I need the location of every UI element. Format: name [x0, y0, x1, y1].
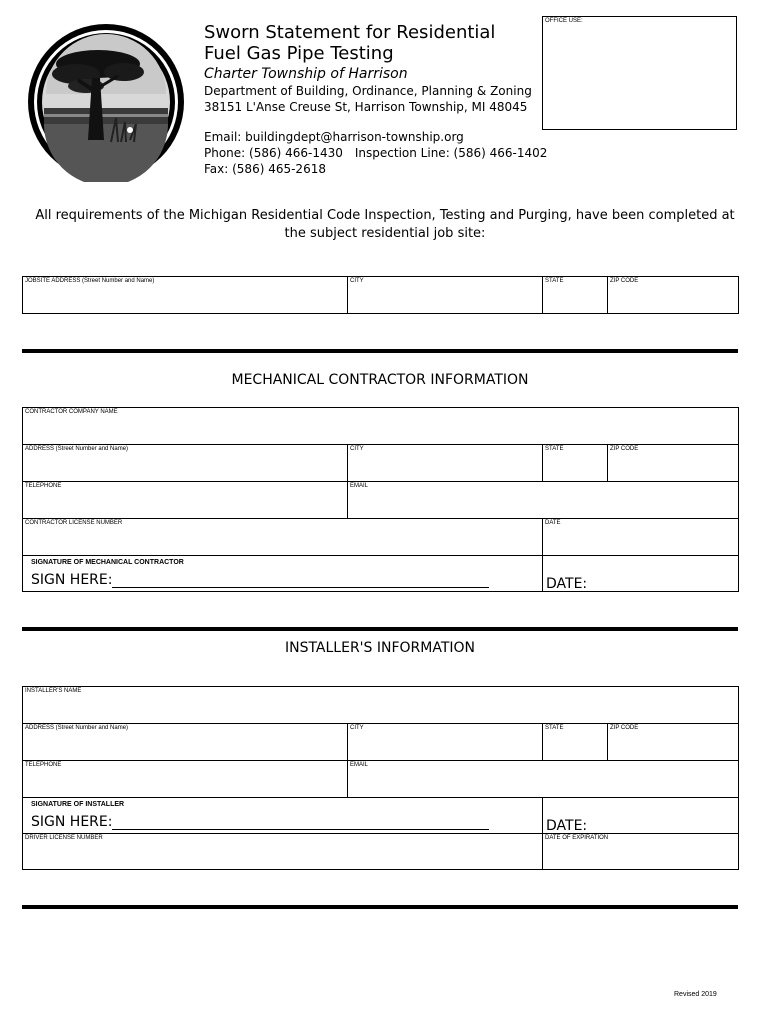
contractor-signature-field[interactable] — [23, 556, 543, 592]
contractor-signature-label: SIGNATURE OF MECHANICAL CONTRACTOR — [31, 559, 184, 566]
contractor-sign-here — [31, 572, 489, 588]
contractor-state-label: STATE — [545, 446, 564, 452]
contractor-telephone-field[interactable] — [23, 482, 348, 519]
township-seal-logo — [26, 22, 186, 182]
form-title — [204, 22, 495, 64]
contractor-zip-field[interactable] — [608, 445, 739, 482]
installer-sign-date-field[interactable] — [543, 798, 739, 834]
installer-email-field[interactable] — [348, 761, 739, 798]
contact-inspection-line: Inspection Line: (586) 466-1402 — [354, 146, 548, 160]
contact-fax: Fax: (586) 465-2618 — [204, 162, 326, 176]
contractor-telephone-label: TELEPHONE — [25, 483, 62, 489]
installer-signature-label: SIGNATURE OF INSTALLER — [31, 801, 125, 808]
installer-state-label: STATE — [545, 725, 564, 731]
contractor-state-field[interactable] — [543, 445, 608, 482]
contact-email: Email: buildingdept@harrison-township.org — [204, 130, 464, 144]
department-block — [204, 83, 532, 115]
contractor-date-label: DATE — [545, 520, 561, 526]
divider-rule — [22, 905, 738, 909]
installer-sign-here — [31, 814, 489, 830]
department-name: Department of Building, Ordinance, Planning & Zoning — [204, 84, 532, 98]
contractor-address-field[interactable] — [23, 445, 348, 482]
divider-rule — [22, 627, 738, 631]
installer-zip-field[interactable] — [608, 724, 739, 761]
contractor-zip-label: ZIP CODE — [610, 446, 639, 452]
contractor-email-label: EMAIL — [350, 483, 369, 489]
jobsite-city-label: CITY — [350, 278, 364, 284]
contact-phone: Phone: (586) 466-1430 — [204, 146, 343, 160]
installer-address-field[interactable] — [23, 724, 348, 761]
installer-telephone-field[interactable] — [23, 761, 348, 798]
mechanical-contractor-table — [22, 407, 739, 592]
contact-block — [204, 129, 547, 177]
divider-rule — [22, 349, 738, 353]
contractor-address-label: ADDRESS (Street Number and Name) — [25, 446, 129, 452]
jobsite-zip-field[interactable] — [608, 277, 739, 314]
jobsite-table — [22, 276, 739, 314]
installer-email-label: EMAIL — [350, 762, 369, 768]
installer-name-label: INSTALLER'S NAME — [25, 688, 82, 694]
installer-city-label: CITY — [350, 725, 364, 731]
jobsite-address-label: JOBSITE ADDRESS (Street Number and Name) — [25, 278, 155, 284]
installer-name-field[interactable] — [23, 687, 739, 724]
contractor-signature-line[interactable] — [112, 574, 489, 588]
installer-zip-label: ZIP CODE — [610, 725, 639, 731]
jobsite-zip-label: ZIP CODE — [610, 278, 639, 284]
jobsite-address-field[interactable] — [23, 277, 348, 314]
installer-signature-field[interactable] — [23, 798, 543, 834]
installer-expiration-label: DATE OF EXPIRATION — [545, 835, 609, 841]
contractor-sign-date-label: DATE: — [546, 576, 588, 592]
installer-signature-line[interactable] — [112, 816, 489, 830]
revised-note: Revised 2019 — [674, 991, 717, 998]
contractor-company-label: CONTRACTOR COMPANY NAME — [25, 409, 118, 415]
jobsite-city-field[interactable] — [348, 277, 543, 314]
office-use-box — [542, 16, 737, 130]
contractor-date-field[interactable] — [543, 519, 739, 556]
contractor-city-field[interactable] — [348, 445, 543, 482]
contractor-email-field[interactable] — [348, 482, 739, 519]
contractor-company-field[interactable] — [23, 408, 739, 445]
installer-city-field[interactable] — [348, 724, 543, 761]
contractor-license-field[interactable] — [23, 519, 543, 556]
installer-table — [22, 686, 739, 870]
office-use-label: OFFICE USE: — [545, 18, 583, 24]
contact-phone-line — [204, 145, 547, 161]
jobsite-state-field[interactable] — [543, 277, 608, 314]
installer-sign-here-label: SIGN HERE: — [31, 814, 113, 830]
mechanical-section-title: MECHANICAL CONTRACTOR INFORMATION — [231, 372, 529, 388]
intro-statement: All requirements of the Michigan Residential Code Inspection, Testing and Purging, have been completed at the subject residential job site: — [35, 208, 735, 241]
installer-telephone-label: TELEPHONE — [25, 762, 62, 768]
contractor-license-label: CONTRACTOR LICENSE NUMBER — [25, 520, 123, 526]
installer-address-label: ADDRESS (Street Number and Name) — [25, 725, 129, 731]
installer-state-field[interactable] — [543, 724, 608, 761]
contractor-sign-here-label: SIGN HERE: — [31, 572, 113, 588]
installer-driver-license-label: DRIVER LICENSE NUMBER — [25, 835, 103, 841]
title-line-1: Sworn Statement for Residential — [204, 22, 496, 43]
installer-sign-date-label: DATE: — [546, 818, 588, 834]
department-address: 38151 L'Anse Creuse St, Harrison Township, MI 48045 — [204, 100, 528, 114]
installer-expiration-field[interactable] — [543, 834, 739, 870]
installer-driver-license-field[interactable] — [23, 834, 543, 870]
installer-section-title: INSTALLER'S INFORMATION — [284, 640, 476, 656]
jobsite-state-label: STATE — [545, 278, 564, 284]
township-name: Charter Township of Harrison — [204, 66, 408, 82]
title-line-2: Fuel Gas Pipe Testing — [204, 43, 394, 64]
contractor-city-label: CITY — [350, 446, 364, 452]
contractor-sign-date-field[interactable] — [543, 556, 739, 592]
